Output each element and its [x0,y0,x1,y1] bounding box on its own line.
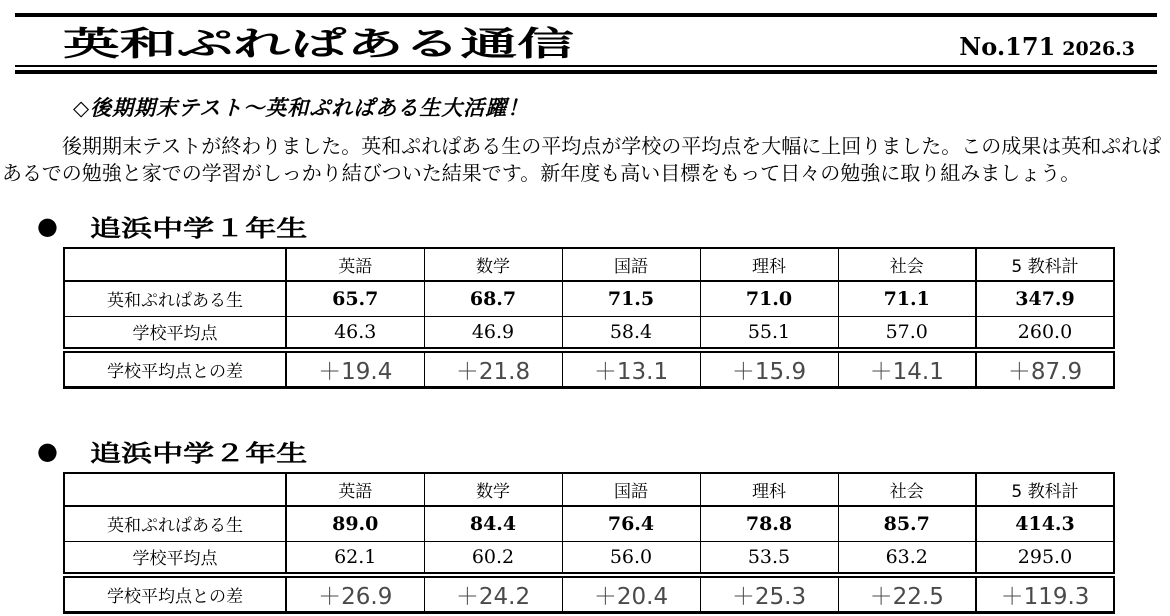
column-header: 国語 [562,248,700,281]
table-header-row [64,248,1114,281]
section-grade1 [0,211,1170,389]
diff-table-grade1 [63,351,1115,389]
score-cell: 85.7 [838,506,976,541]
row-prepare-students [64,281,1114,316]
row-school-average [64,316,1114,348]
score-cell: 347.9 [976,281,1114,316]
score-cell: 78.8 [700,506,838,541]
score-cell: 295.0 [976,541,1114,573]
score-cell: 71.1 [838,281,976,316]
column-header: 社会 [838,473,976,506]
empty-corner-cell [64,473,286,506]
diff-cell: ＋87.9 [976,352,1114,388]
bullet-icon: ● [37,212,58,240]
article-heading: ◇後期期末テスト～英和ぷれぱある生大活躍！ [73,96,530,120]
section-title-grade2: 追浜中学２年生 [89,440,308,467]
score-table-grade2 [63,472,1115,574]
bullet-icon: ● [37,437,58,465]
table-header-row [64,473,1114,506]
section-header-grade1 [37,211,1170,241]
column-header: 英語 [286,248,424,281]
diff-cell: ＋26.9 [286,577,424,613]
section-title-grade1: 追浜中学１年生 [89,215,308,242]
section-grade2 [0,436,1170,614]
score-cell: 71.0 [700,281,838,316]
issue-date: 2026.3 [1062,38,1135,60]
row-label: 学校平均点 [64,541,286,573]
row-school-average [64,541,1114,573]
score-cell: 260.0 [976,316,1114,348]
column-header: 5 教科計 [976,473,1114,506]
score-cell: 65.7 [286,281,424,316]
diff-cell: ＋25.3 [700,577,838,613]
score-cell: 62.1 [286,541,424,573]
score-cell: 46.9 [424,316,562,348]
diff-table-grade2 [63,576,1115,614]
body-line-1: 後期期末テストが終わりました。英和ぷれぱある生の平均点が学校の平均点を大幅に上回りました。この成果は英和ぷれぱ [62,134,1162,158]
section-header-grade2 [37,436,1170,466]
article-body [2,133,1168,187]
body-line-2: あるでの勉強と家での学習がしっかり結びついた結果です。新年度も高い目標をもって日々の勉強に取り組みましょう。 [2,161,1081,185]
row-label: 学校平均点 [64,316,286,348]
score-cell: 63.2 [838,541,976,573]
issue-info [959,32,1135,61]
diff-cell: ＋20.4 [562,577,700,613]
score-cell: 53.5 [700,541,838,573]
empty-corner-cell [64,248,286,281]
issue-number: No.171 [959,32,1056,61]
row-label: 英和ぷれぱある生 [64,506,286,541]
score-cell: 414.3 [976,506,1114,541]
diff-cell: ＋13.1 [562,352,700,388]
column-header: 5 教科計 [976,248,1114,281]
score-cell: 46.3 [286,316,424,348]
score-cell: 56.0 [562,541,700,573]
row-label: 学校平均点との差 [64,352,286,388]
column-header: 理科 [700,248,838,281]
diff-cell: ＋19.4 [286,352,424,388]
newsletter-title: 英和ぷれぱある通信 [63,24,574,63]
column-header: 理科 [700,473,838,506]
column-header: 数学 [424,248,562,281]
score-cell: 89.0 [286,506,424,541]
score-cell: 57.0 [838,316,976,348]
column-header: 国語 [562,473,700,506]
score-cell: 68.7 [424,281,562,316]
score-cell: 71.5 [562,281,700,316]
score-cell: 55.1 [700,316,838,348]
score-cell: 76.4 [562,506,700,541]
score-cell: 60.2 [424,541,562,573]
row-label: 学校平均点との差 [64,577,286,613]
masthead [15,13,1157,74]
diff-cell: ＋119.3 [976,577,1114,613]
diff-cell: ＋21.8 [424,352,562,388]
diff-cell: ＋24.2 [424,577,562,613]
diff-cell: ＋14.1 [838,352,976,388]
row-difference [64,577,1114,613]
diff-cell: ＋22.5 [838,577,976,613]
score-cell: 58.4 [562,316,700,348]
row-difference [64,352,1114,388]
row-label: 英和ぷれぱある生 [64,281,286,316]
diff-cell: ＋15.9 [700,352,838,388]
column-header: 数学 [424,473,562,506]
row-prepare-students [64,506,1114,541]
score-table-grade1 [63,247,1115,349]
column-header: 社会 [838,248,976,281]
score-cell: 84.4 [424,506,562,541]
column-header: 英語 [286,473,424,506]
